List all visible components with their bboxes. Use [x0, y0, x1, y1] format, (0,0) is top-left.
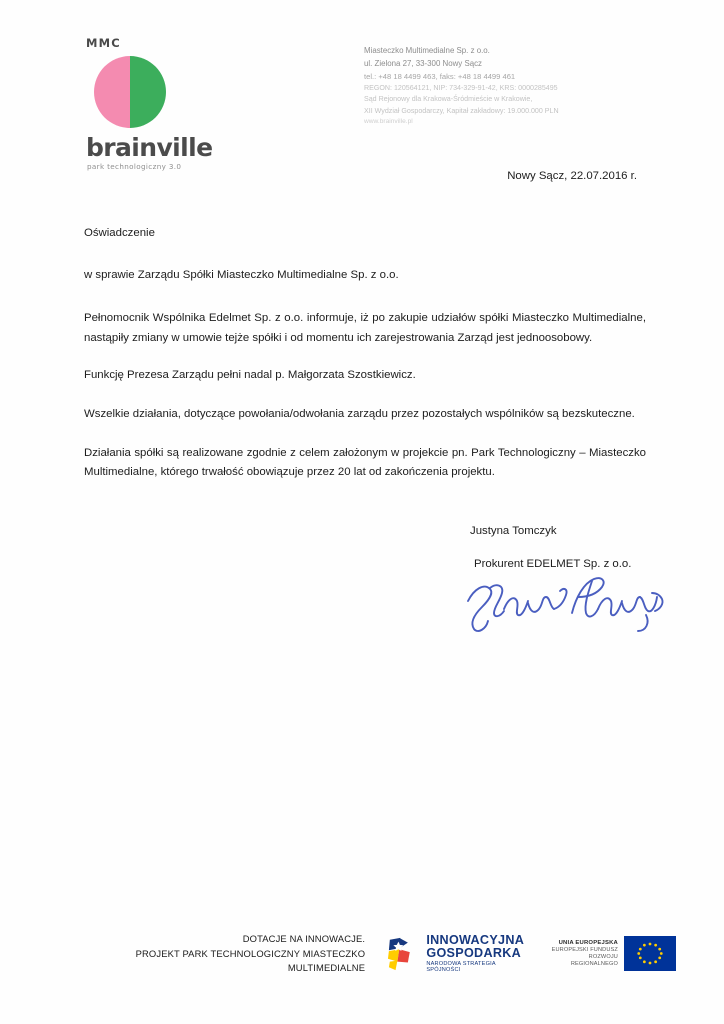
date-line: Nowy Sącz, 22.07.2016 r.	[507, 170, 637, 182]
ig-line1: INNOWACYJNA	[426, 932, 525, 947]
letter-subject: w sprawie Zarządu Spółki Miasteczko Multimedialne Sp. z o.o.	[84, 268, 399, 281]
logo-mmc-label: MMC	[86, 36, 121, 50]
logo-half-green	[130, 56, 166, 128]
address-line: ul. Zielona 27, 33-300 Nowy Sącz	[364, 58, 482, 68]
ig-line3: NARODOWA STRATEGIA SPÓJNOŚCI	[426, 961, 496, 974]
letter-body	[84, 170, 646, 501]
address-line: Miasteczko Multimedialne Sp. z o.o.	[364, 46, 490, 55]
logo-half-pink	[94, 56, 130, 128]
paragraph-1: Pełnomocnik Wspólnika Edelmet Sp. z o.o. informuje, iż po zakupie udziałów spółki Miasteczko Multimedialne, nastąpiły zmiany w umowie tejże spółki i od momentu ich zarejestrowania Zarząd jest jednoosobowy.	[84, 312, 646, 344]
eu-line2: EUROPEJSKI FUNDUSZ	[551, 947, 618, 954]
eu-flag-icon	[624, 936, 676, 971]
footer-slogan	[74, 932, 365, 976]
letter-title: Oświadczenie	[84, 227, 155, 239]
address-line: tel.: +48 18 4499 463, faks: +48 18 4499 461	[364, 71, 516, 81]
eu-line1: UNIA EUROPEJSKA	[558, 939, 618, 946]
paragraph-4: Działania spółki są realizowane zgodnie z celem założonym w projekcie pn. Park Technologiczny – Miasteczko Multimedialne, którego trwałość obowiązuje przez 20 lat od zakończenia projektu.	[84, 446, 646, 479]
company-address-block	[364, 45, 559, 128]
innowacyjna-gospodarka-logo	[387, 934, 526, 974]
address-line: REGON: 120564121, NIP: 734-329-91-42, KRS: 0000285495	[364, 83, 558, 92]
ig-line2: GOSPODARKA	[426, 946, 522, 960]
footer-slogan-line1: DOTACJE NA INNOWACJE.	[242, 933, 366, 944]
brainville-circle-logo	[94, 56, 166, 128]
signatory-name: Justyna Tomczyk	[470, 525, 557, 537]
european-union-logo	[548, 936, 676, 971]
address-line: Sąd Rejonowy dla Krakowa-Śródmieście w Krakowie,	[364, 95, 533, 104]
signatory-role: Prokurent EDELMET Sp. z o.o.	[474, 558, 632, 570]
handwritten-signature	[460, 563, 670, 638]
footer	[0, 924, 724, 990]
logo-tagline: park technologiczny 3.0	[87, 162, 182, 171]
star-burst-icon	[387, 935, 419, 973]
address-website: www.brainville.pl	[364, 118, 413, 126]
paragraph-2: Funkcję Prezesa Zarządu pełni nadal p. Małgorzata Szostkiewicz.	[84, 369, 416, 382]
company-logo	[84, 36, 213, 171]
paragraph-3: Wszelkie działania, dotyczące powołania/odwołania zarządu przez pozostałych wspólników są bezskuteczne.	[84, 408, 635, 421]
footer-slogan-line2: PROJEKT PARK TECHNOLOGICZNY MIASTECZKO MULTIMEDIALNE	[135, 947, 366, 974]
eu-line3: ROZWOJU REGIONALNEGO	[570, 954, 618, 968]
logo-wordmark: brainville	[86, 133, 213, 162]
address-line: XII Wydział Gospodarczy, Kapitał zakładowy: 19.000.000 PLN	[364, 106, 559, 115]
signature-block	[470, 525, 700, 570]
letterhead	[0, 0, 724, 180]
